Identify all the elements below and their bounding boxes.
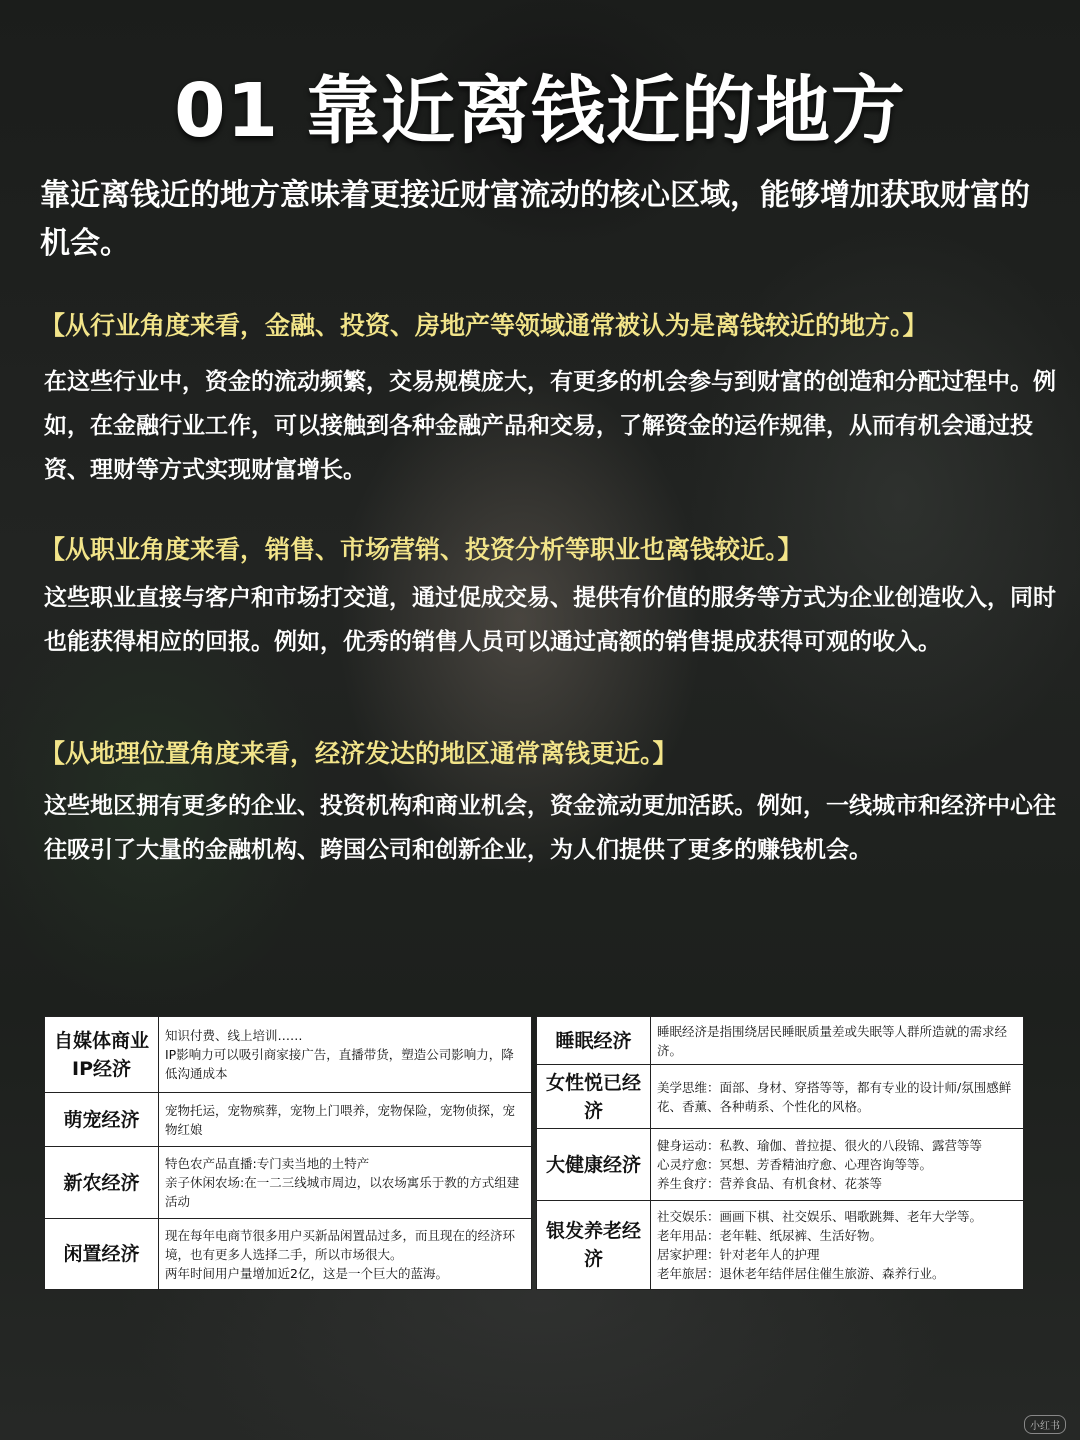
table-row: [537, 1017, 1023, 1065]
section-body-career: 这些职业直接与客户和市场打交道，通过促成交易、提供有价值的服务等方式为企业创造收入，同时也能获得相应的回报。例如，优秀的销售人员可以通过高额的销售提成获得可观的收入。: [44, 585, 1056, 655]
table-line: 亲子休闲农场:在一二三线城市周边，以农场寓乐于教的方式组建活动: [165, 1175, 520, 1209]
table-row: [45, 1017, 531, 1093]
table-line: 老年旅居：退休老年结伴居住催生旅游、森养行业。: [657, 1266, 945, 1281]
table-description: [651, 1017, 1023, 1064]
table-line: 心灵疗愈：冥想、芳香精油疗愈、心理咨询等等。: [657, 1157, 933, 1172]
table-line: 养生食疗：营养食品、有机食材、花茶等: [657, 1176, 883, 1191]
table-row: [537, 1129, 1023, 1201]
table-line: 健身运动：私教、瑜伽、普拉提、很火的八段锦、露营等等: [657, 1138, 983, 1153]
table-category: 闲置经济: [45, 1219, 159, 1289]
table-description: [651, 1201, 1023, 1289]
section-heading-career: 【从职业角度来看，销售、市场营销、投资分析等职业也离钱较近。】: [40, 535, 803, 564]
economy-table: [44, 1016, 1024, 1290]
table-line: 睡眠经济是指围绕居民睡眠质量差或失眠等人群所造就的需求经济。: [657, 1023, 1008, 1058]
table-row: [45, 1219, 531, 1289]
table-description: [159, 1219, 531, 1289]
table-row: [537, 1065, 1023, 1129]
table-line: 两年时间用户量增加近2亿，这是一个巨大的蓝海。: [165, 1265, 448, 1281]
table-line: 居家护理：针对老年人的护理: [657, 1247, 820, 1262]
table-row: [537, 1201, 1023, 1289]
table-row: [45, 1093, 531, 1147]
section-body-industry: 在这些行业中，资金的流动频繁，交易规模庞大，有更多的机会参与到财富的创造和分配过程中。例如，在金融行业工作，可以接触到各种金融产品和交易，了解资金的运作规律，从而有机会通过投资、理财等方式实现财富增长。: [44, 369, 1056, 483]
economy-table-right: [536, 1016, 1024, 1290]
table-category: 新农经济: [45, 1147, 159, 1218]
economy-table-left: [44, 1016, 532, 1290]
table-description: [159, 1093, 531, 1146]
table-line: 社交娱乐：画画下棋、社交娱乐、唱歌跳舞、老年大学等。: [657, 1209, 983, 1224]
table-line: 美学思维：面部、身材、穿搭等等，都有专业的设计师/氛围感鲜花、香薰、各种萌系、个性化的风格。: [657, 1079, 1012, 1114]
table-category: 银发养老经济: [537, 1201, 651, 1289]
table-category: 大健康经济: [537, 1129, 651, 1200]
table-description: [651, 1065, 1023, 1128]
table-category: 女性悦已经济: [537, 1065, 651, 1128]
table-category: 睡眠经济: [537, 1017, 651, 1064]
table-line: 老年用品：老年鞋、纸尿裤、生活好物。: [657, 1228, 883, 1243]
table-line: 知识付费、线上培训……: [165, 1028, 303, 1043]
table-description: [159, 1147, 531, 1218]
section-heading-geography: 【从地理位置角度来看，经济发达的地区通常离钱更近。】: [40, 739, 678, 768]
table-line: IP影响力可以吸引商家接广告，直播带货，塑造公司影响力，降低沟通成本: [165, 1047, 514, 1081]
table-description: [651, 1129, 1023, 1200]
intro-paragraph: 靠近离钱近的地方意味着更接近财富流动的核心区域，能够增加获取财富的机会。: [40, 178, 1030, 261]
table-line: 现在每年电商节很多用户买新品闲置品过多，而且现在的经济环境，也有更多人选择二手，所以市场很大。: [165, 1227, 516, 1262]
section-heading-industry: 【从行业角度来看，金融、投资、房地产等领域通常被认为是离钱较近的地方。】: [40, 311, 928, 340]
table-description: [159, 1017, 531, 1092]
watermark-logo: 小红书: [1024, 1415, 1066, 1434]
table-line: 宠物托运，宠物殡葬，宠物上门喂养，宠物保险，宠物侦探，宠物红娘: [165, 1102, 516, 1137]
table-category: 萌宠经济: [45, 1093, 159, 1146]
table-category: 自媒体商业IP经济: [45, 1017, 159, 1092]
table-row: [45, 1147, 531, 1219]
page-title: 01 靠近离钱近的地方: [174, 68, 906, 154]
table-line: 特色农产品直播:专门卖当地的土特产: [165, 1156, 370, 1171]
section-body-geography: 这些地区拥有更多的企业、投资机构和商业机会，资金流动更加活跃。例如，一线城市和经济中心往往吸引了大量的金融机构、跨国公司和创新企业，为人们提供了更多的赚钱机会。: [44, 793, 1056, 863]
